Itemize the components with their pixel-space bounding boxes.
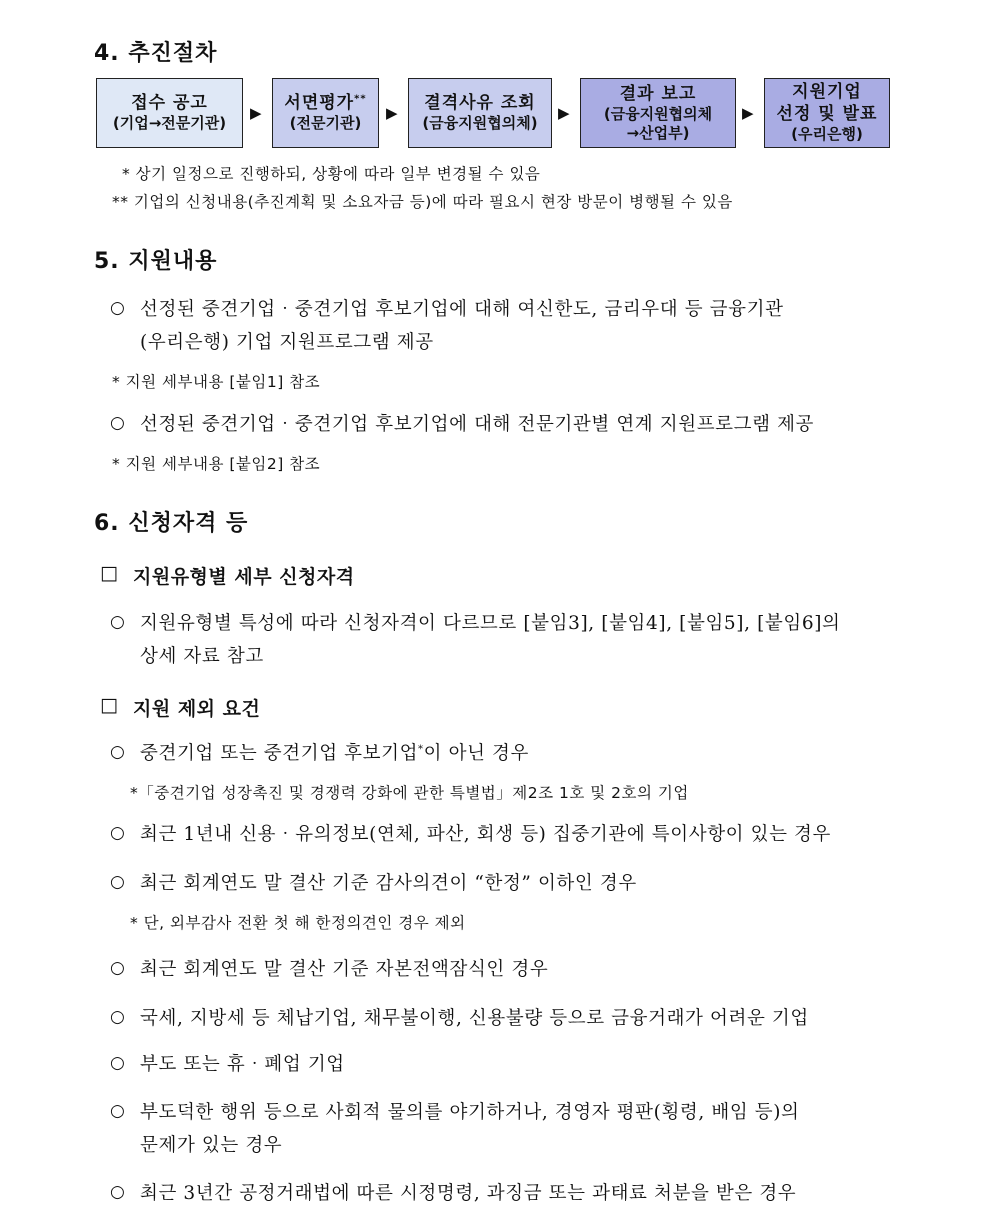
step-3-subtitle: (금융지원협의체) xyxy=(422,114,538,133)
process-note-1: * 상기 일정으로 진행하되, 상황에 따라 일부 변경될 수 있음 xyxy=(122,165,541,183)
step-1-title: 접수 공고 xyxy=(131,93,208,113)
eligibility-item-line-2: 상세 자료 참고 xyxy=(140,646,264,667)
support-item-2-note: * 지원 세부내용 [붙임2] 참조 xyxy=(112,455,321,473)
exclusion-item-8: 최근 3년간 공정거래법에 따른 시정명령, 과징금 또는 과태료 처분을 받은 경우 xyxy=(140,1183,797,1204)
step-5-title-2: 선정 및 발표 xyxy=(776,103,878,124)
process-step-4 xyxy=(580,78,736,148)
bullet-icon: ○ xyxy=(110,298,125,318)
subsection-eligibility-title: 지원유형별 세부 신청자격 xyxy=(133,566,355,588)
support-item-1-line-1: 선정된 중견기업‧중견기업 후보기업에 대해 여신한도, 금리우대 등 금융기관 xyxy=(140,299,784,320)
process-note-2: ** 기업의 신청내용(추진계획 및 소요자금 등)에 따라 필요시 현장 방문이 병행될 수 있음 xyxy=(112,193,733,211)
step-3-title: 결격사유 조회 xyxy=(424,93,536,113)
checkbox-icon: □ xyxy=(100,694,119,716)
process-step-2 xyxy=(272,78,379,148)
exclusion-item-7-line-1: 부도덕한 행위 등으로 사회적 물의를 야기하거나, 경영자 평판(횡령, 배임 등)의 xyxy=(140,1102,800,1123)
arrow-right-icon: ▶ xyxy=(386,104,398,122)
eligibility-item-line-1: 지원유형별 특성에 따라 신청자격이 다르므로 [붙임3], [붙임4], [붙임5], [붙임6]의 xyxy=(140,613,841,634)
exclusion-item-3: 최근 회계연도 말 결산 기준 감사의견이 “한정” 이하인 경우 xyxy=(140,873,637,894)
process-step-3 xyxy=(408,78,552,148)
exclusion-note-2: * 단, 외부감사 전환 첫 해 한정의견인 경우 제외 xyxy=(130,914,466,932)
exclusion-item-7-line-2: 문제가 있는 경우 xyxy=(140,1135,283,1156)
arrow-right-icon: ▶ xyxy=(250,104,262,122)
step-4-title: 결과 보고 xyxy=(619,83,697,104)
exclusion-item-2: 최근 1년내 신용‧유의정보(연체, 파산, 회생 등) 집중기관에 특이사항이 있는 경우 xyxy=(140,824,831,845)
arrow-right-icon: ▶ xyxy=(742,104,754,122)
exclusion-note-1: *「중견기업 성장촉진 및 경쟁력 강화에 관한 특별법」제2조 1호 및 2호의 기업 xyxy=(130,784,689,802)
step-2-subtitle: (전문기관) xyxy=(289,114,362,133)
support-item-2: 선정된 중견기업‧중견기업 후보기업에 대해 전문기관별 연계 지원프로그램 제공 xyxy=(140,414,815,435)
step-2-sup: ** xyxy=(354,93,367,105)
exclusion-item-5: 국세, 지방세 등 체납기업, 채무불이행, 신용불량 등으로 금융거래가 어려운 기업 xyxy=(140,1008,809,1029)
bullet-icon: ○ xyxy=(110,612,125,632)
step-5-subtitle: (우리은행) xyxy=(791,124,863,143)
section-6-title: 6. 신청자격 등 xyxy=(94,511,249,536)
bullet-icon: ○ xyxy=(110,1007,125,1027)
exclusion-item-6: 부도 또는 휴‧폐업 기업 xyxy=(140,1054,345,1075)
bullet-icon: ○ xyxy=(110,1182,125,1202)
bullet-icon: ○ xyxy=(110,742,125,762)
process-step-1 xyxy=(96,78,243,148)
process-step-5 xyxy=(764,78,890,148)
step-2-title: 서면평가 xyxy=(284,93,355,113)
step-1-subtitle: (기업→전문기관) xyxy=(112,114,227,133)
arrow-right-icon: ▶ xyxy=(558,104,570,122)
bullet-icon: ○ xyxy=(110,872,125,892)
support-item-1-note: * 지원 세부내용 [붙임1] 참조 xyxy=(112,373,321,391)
exclusion-item-1-sup: * xyxy=(418,743,424,755)
step-5-title: 지원기업 xyxy=(792,82,862,103)
bullet-icon: ○ xyxy=(110,1053,125,1073)
exclusion-item-1-text-after: 이 아닌 경우 xyxy=(423,743,529,764)
exclusion-item-4: 최근 회계연도 말 결산 기준 자본전액잠식인 경우 xyxy=(140,959,549,980)
bullet-icon: ○ xyxy=(110,823,125,843)
bullet-icon: ○ xyxy=(110,958,125,978)
support-item-1-line-2: (우리은행) 기업 지원프로그램 제공 xyxy=(140,332,434,353)
checkbox-icon: □ xyxy=(100,562,119,584)
bullet-icon: ○ xyxy=(110,1101,125,1121)
bullet-icon: ○ xyxy=(110,413,125,433)
step-4-subtitle: (금융지원협의체 xyxy=(603,104,713,123)
subsection-exclusion-title: 지원 제외 요건 xyxy=(133,698,261,720)
exclusion-item-1 xyxy=(140,739,529,765)
section-4-title: 4. 추진절차 xyxy=(94,41,218,66)
exclusion-item-1-text: 중견기업 또는 중견기업 후보기업 xyxy=(140,743,419,764)
step-4-subtitle-2: →산업부) xyxy=(626,123,690,142)
section-5-title: 5. 지원내용 xyxy=(94,249,218,274)
